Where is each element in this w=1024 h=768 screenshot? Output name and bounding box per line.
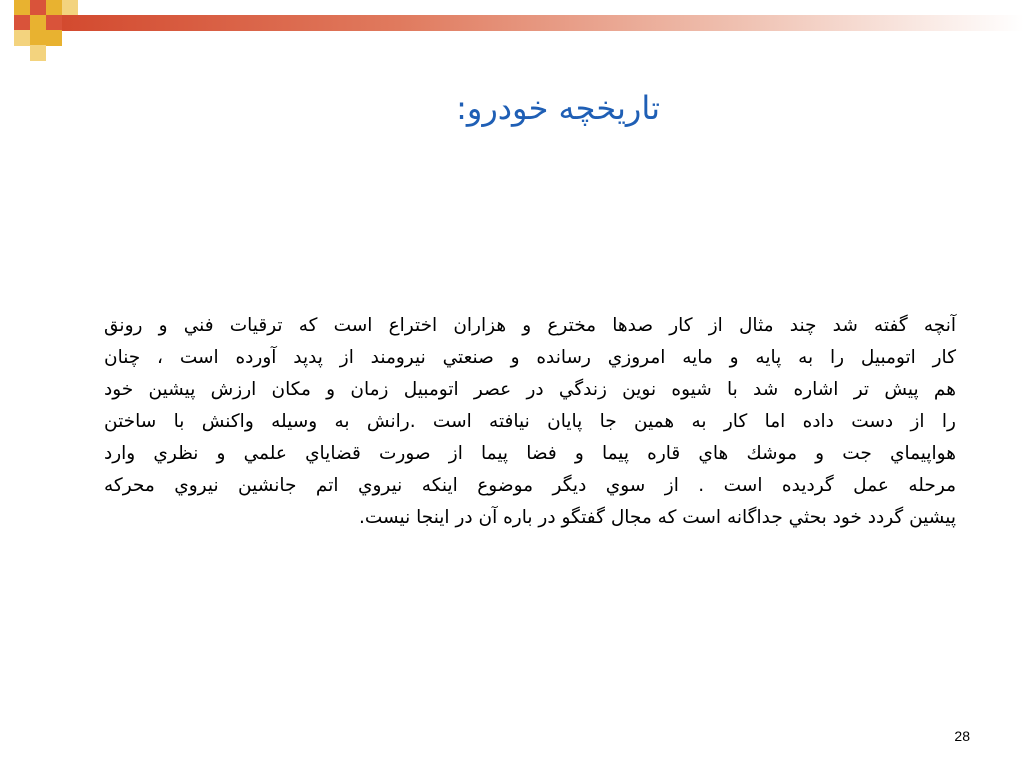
decor-square [14,0,30,16]
decor-square [30,30,46,46]
paragraph-line: پیشین گردد خود بحثي جداگانه است که مجال گفتگو در باره آن در اینجا نیست. [358,507,956,528]
paragraph-line: مرحله عمل گردیده است . از سوي دیگر موضوع اینکه نیروي اتم جانشین نیروي محرکه [104,475,956,496]
decor-square [46,30,62,46]
paragraph-line: را از دست داده اما کار به همین جا پایان نیافته است .رانش به وسیله واکنش با ساختن [104,411,956,432]
decor-square [62,0,78,16]
paragraph-line: کار اتومبیل را به پایه و مایه امروزي رسانده و صنعتي نیرومند از پدپد آورده است ، چنان [104,347,956,368]
paragraph-line: آنچه گفته شد چند مثال از کار صدها مخترع و هزاران اختراع است که ترقیات فني و رونق [104,315,956,336]
decor-square [30,45,46,61]
body-paragraph [104,310,956,534]
paragraph-line: هم پیش تر اشاره شد با شیوه نوین زندگي در عصر اتومبیل زمان و مکان ارزش پیشین خود [104,379,956,400]
decor-square [30,15,46,31]
decor-square [14,30,30,46]
decor-square [30,0,46,16]
decor-square [46,0,62,16]
paragraph-line: هواپیماي جت و موشك هاي قاره پیما و فضا پیما از صورت قضایاي علمي و نظري وارد [104,443,956,464]
page-number: 28 [954,728,970,744]
header-gradient-bar [62,15,1024,31]
slide-title: تاریخچه خودرو: [456,89,660,127]
decor-square [46,15,62,31]
decor-square [14,15,30,31]
